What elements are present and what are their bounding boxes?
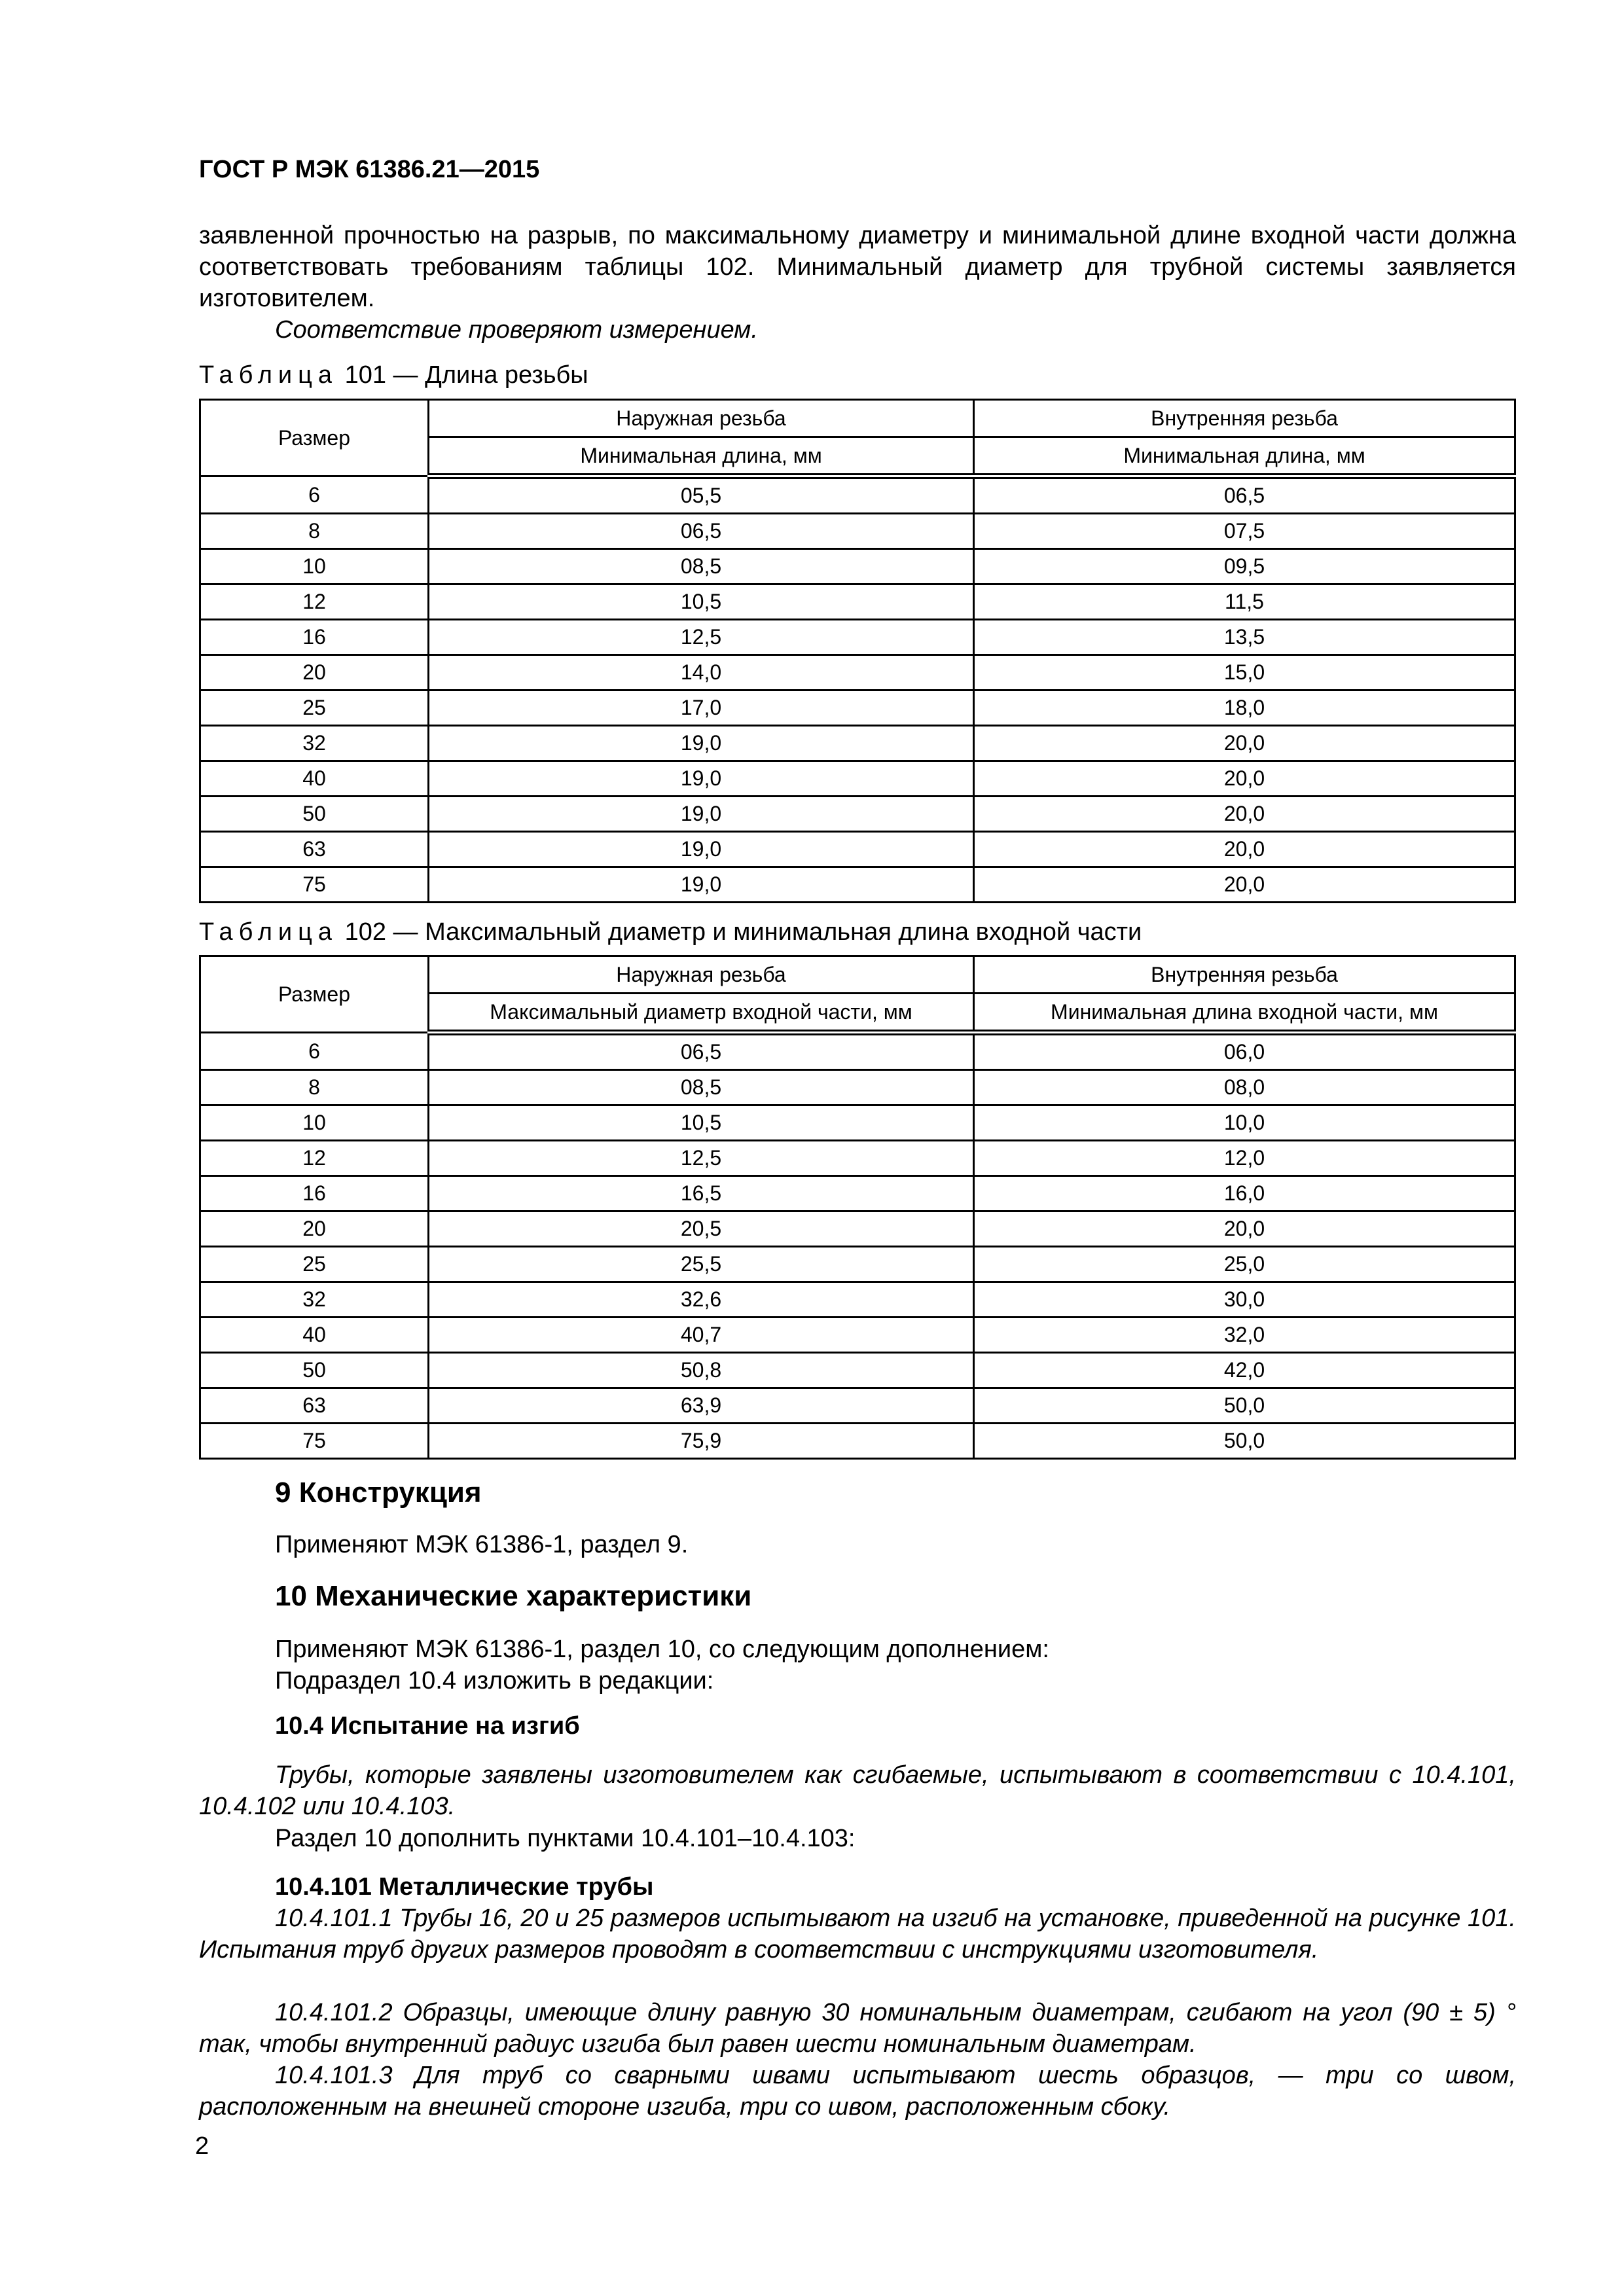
col-inner: Внутренняя резьба bbox=[974, 400, 1515, 437]
cell-size: 6 bbox=[200, 1033, 429, 1070]
table102-caption bbox=[199, 918, 1516, 946]
cell-size: 16 bbox=[200, 620, 429, 655]
cell-outer: 12,5 bbox=[429, 620, 974, 655]
clause-10-4-101-2: 10.4.101.2 Образцы, имеющие длину равную 30 номинальным диаметрам, сгибают на угол (90 ± 5) ° так, чтобы внутренний радиус изгиба был равен шести номинальным диаметрам. bbox=[199, 1999, 1516, 2058]
caption-word: Таблица bbox=[199, 361, 338, 389]
sub-outer: Максимальный диаметр входной части, мм bbox=[429, 994, 974, 1033]
cell-size: 10 bbox=[200, 549, 429, 584]
page-number: 2 bbox=[195, 2132, 209, 2160]
col-inner: Внутренняя резьба bbox=[974, 956, 1515, 994]
col-outer: Наружная резьба bbox=[429, 400, 974, 437]
table-row bbox=[200, 867, 1515, 903]
cell-inner: 07,5 bbox=[974, 514, 1515, 549]
document-header: ГОСТ Р МЭК 61386.21—2015 bbox=[199, 156, 540, 183]
cell-outer: 25,5 bbox=[429, 1247, 974, 1282]
cell-size: 8 bbox=[200, 514, 429, 549]
table-row bbox=[200, 1247, 1515, 1282]
cell-outer: 16,5 bbox=[429, 1176, 974, 1211]
cell-outer: 50,8 bbox=[429, 1353, 974, 1388]
cell-size: 6 bbox=[200, 476, 429, 514]
cell-inner: 16,0 bbox=[974, 1176, 1515, 1211]
cell-inner: 13,5 bbox=[974, 620, 1515, 655]
cell-inner: 32,0 bbox=[974, 1318, 1515, 1353]
col-outer: Наружная резьба bbox=[429, 956, 974, 994]
cell-outer: 10,5 bbox=[429, 584, 974, 620]
table-row bbox=[200, 1033, 1515, 1070]
table-row bbox=[200, 1141, 1515, 1176]
caption-text: 102 — Максимальный диаметр и минимальная длина входной части bbox=[344, 918, 1142, 946]
cell-size: 12 bbox=[200, 584, 429, 620]
table-row bbox=[200, 726, 1515, 761]
cell-size: 40 bbox=[200, 761, 429, 797]
table-row bbox=[200, 691, 1515, 726]
table-row bbox=[200, 1353, 1515, 1388]
cell-outer: 10,5 bbox=[429, 1105, 974, 1141]
table-row bbox=[200, 1282, 1515, 1318]
section-10-text2: Подраздел 10.4 изложить в редакции: bbox=[275, 1667, 714, 1695]
table101-caption bbox=[199, 361, 1516, 389]
cell-inner: 20,0 bbox=[974, 867, 1515, 903]
sub-outer: Минимальная длина, мм bbox=[429, 437, 974, 476]
cell-outer: 05,5 bbox=[429, 476, 974, 514]
table-row bbox=[200, 1105, 1515, 1141]
caption-word: Таблица bbox=[199, 918, 338, 946]
cell-outer: 19,0 bbox=[429, 867, 974, 903]
section-9-title: 9 Конструкция bbox=[275, 1477, 482, 1509]
table-row bbox=[200, 761, 1515, 797]
cell-size: 20 bbox=[200, 1211, 429, 1247]
cell-size: 20 bbox=[200, 655, 429, 691]
table-row bbox=[200, 1318, 1515, 1353]
subsection-10-4-text: Трубы, которые заявлены изготовителем как сгибаемые, испытывают в соответствии с 10.4.101, 10.4.102 или 10.4.103. bbox=[199, 1761, 1516, 1820]
cell-size: 75 bbox=[200, 867, 429, 903]
cell-size: 16 bbox=[200, 1176, 429, 1211]
cell-outer: 19,0 bbox=[429, 797, 974, 832]
table-101 bbox=[199, 399, 1516, 903]
cell-outer: 14,0 bbox=[429, 655, 974, 691]
intro-paragraph: заявленной прочностью на разрыв, по максимальному диаметру и минимальной длине входной части должна соответствовать требованиям таблицы 102. Минимальный диаметр для трубной системы заявляется изготовителем. bbox=[199, 222, 1516, 312]
cell-outer: 06,5 bbox=[429, 514, 974, 549]
cell-size: 8 bbox=[200, 1070, 429, 1105]
cell-size: 32 bbox=[200, 1282, 429, 1318]
clause-10-4-101-3: 10.4.101.3 Для труб со сварными швами испытывают шесть образцов, — три со швом, расположенным на внешней стороне изгиба, три со швом, расположенным сбоку. bbox=[199, 2062, 1516, 2121]
cell-inner: 09,5 bbox=[974, 549, 1515, 584]
table-row bbox=[200, 1388, 1515, 1424]
section-10-text1: Применяют МЭК 61386-1, раздел 10, со следующим дополнением: bbox=[275, 1636, 1049, 1663]
cell-outer: 40,7 bbox=[429, 1318, 974, 1353]
cell-outer: 06,5 bbox=[429, 1033, 974, 1070]
section-10-title: 10 Механические характеристики bbox=[275, 1580, 752, 1612]
cell-size: 50 bbox=[200, 1353, 429, 1388]
cell-size: 63 bbox=[200, 832, 429, 867]
cell-inner: 50,0 bbox=[974, 1388, 1515, 1424]
cell-size: 50 bbox=[200, 797, 429, 832]
cell-outer: 75,9 bbox=[429, 1424, 974, 1459]
cell-inner: 06,5 bbox=[974, 476, 1515, 514]
sub-inner: Минимальная длина, мм bbox=[974, 437, 1515, 476]
subsection-10-4-101-title: 10.4.101 Металлические трубы bbox=[275, 1873, 654, 1901]
table-row bbox=[200, 1070, 1515, 1105]
cell-inner: 20,0 bbox=[974, 1211, 1515, 1247]
table-row bbox=[200, 514, 1515, 549]
cell-inner: 08,0 bbox=[974, 1070, 1515, 1105]
cell-outer: 08,5 bbox=[429, 1070, 974, 1105]
cell-inner: 10,0 bbox=[974, 1105, 1515, 1141]
cell-size: 10 bbox=[200, 1105, 429, 1141]
cell-inner: 12,0 bbox=[974, 1141, 1515, 1176]
cell-inner: 06,0 bbox=[974, 1033, 1515, 1070]
cell-inner: 20,0 bbox=[974, 832, 1515, 867]
cell-size: 40 bbox=[200, 1318, 429, 1353]
table-row bbox=[200, 476, 1515, 514]
cell-inner: 20,0 bbox=[974, 797, 1515, 832]
cell-outer: 19,0 bbox=[429, 832, 974, 867]
cell-outer: 63,9 bbox=[429, 1388, 974, 1424]
cell-outer: 17,0 bbox=[429, 691, 974, 726]
subsection-10-4-title: 10.4 Испытание на изгиб bbox=[275, 1712, 580, 1740]
table-102 bbox=[199, 955, 1516, 1460]
clause-10-4-101-1: 10.4.101.1 Трубы 16, 20 и 25 размеров испытывают на изгиб на установке, приведенной на рисунке 101. Испытания труб других размеров проводят в соответствии с инструкциями изготовителя. bbox=[199, 1905, 1516, 1964]
cell-size: 63 bbox=[200, 1388, 429, 1424]
table-row bbox=[200, 832, 1515, 867]
caption-text: 101 — Длина резьбы bbox=[344, 361, 588, 389]
table-row bbox=[200, 584, 1515, 620]
cell-outer: 12,5 bbox=[429, 1141, 974, 1176]
cell-size: 25 bbox=[200, 691, 429, 726]
cell-size: 12 bbox=[200, 1141, 429, 1176]
table-row bbox=[200, 1424, 1515, 1459]
cell-outer: 19,0 bbox=[429, 761, 974, 797]
cell-outer: 19,0 bbox=[429, 726, 974, 761]
cell-outer: 32,6 bbox=[429, 1282, 974, 1318]
table-row bbox=[200, 1176, 1515, 1211]
col-size: Размер bbox=[200, 400, 429, 476]
cell-size: 75 bbox=[200, 1424, 429, 1459]
cell-inner: 50,0 bbox=[974, 1424, 1515, 1459]
section-10-addition: Раздел 10 дополнить пунктами 10.4.101–10.4.103: bbox=[275, 1825, 856, 1852]
sub-inner: Минимальная длина входной части, мм bbox=[974, 994, 1515, 1033]
cell-inner: 15,0 bbox=[974, 655, 1515, 691]
table-row bbox=[200, 655, 1515, 691]
cell-outer: 08,5 bbox=[429, 549, 974, 584]
col-size: Размер bbox=[200, 956, 429, 1033]
cell-inner: 25,0 bbox=[974, 1247, 1515, 1282]
table-row bbox=[200, 797, 1515, 832]
cell-size: 25 bbox=[200, 1247, 429, 1282]
cell-inner: 18,0 bbox=[974, 691, 1515, 726]
cell-outer: 20,5 bbox=[429, 1211, 974, 1247]
cell-inner: 30,0 bbox=[974, 1282, 1515, 1318]
cell-size: 32 bbox=[200, 726, 429, 761]
table-row bbox=[200, 549, 1515, 584]
cell-inner: 42,0 bbox=[974, 1353, 1515, 1388]
cell-inner: 20,0 bbox=[974, 726, 1515, 761]
cell-inner: 20,0 bbox=[974, 761, 1515, 797]
table-row bbox=[200, 1211, 1515, 1247]
table-row bbox=[200, 620, 1515, 655]
cell-inner: 11,5 bbox=[974, 584, 1515, 620]
intro-check: Соответствие проверяют измерением. bbox=[275, 316, 758, 344]
section-9-text: Применяют МЭК 61386-1, раздел 9. bbox=[275, 1531, 689, 1558]
